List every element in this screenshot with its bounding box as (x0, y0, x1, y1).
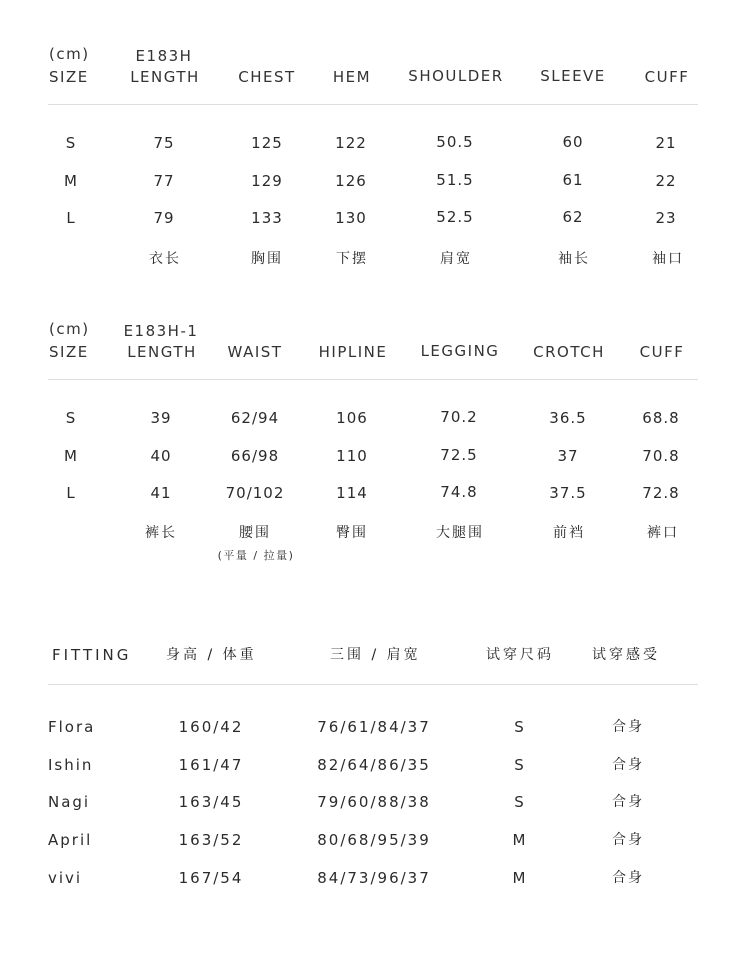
fitting-model-name: vivi (48, 869, 83, 887)
bottom-model-code: E183H-1 (123, 322, 199, 340)
top-cell: 60 (562, 133, 584, 151)
fitting-size: M (512, 869, 528, 887)
bottom-cell: 68.8 (642, 409, 680, 427)
fitting-height-weight: 161/47 (178, 756, 244, 774)
fitting-feel: 合身 (612, 870, 644, 886)
top-model-code: E183H (135, 47, 193, 65)
top-cell: 51.5 (436, 171, 474, 189)
top-cell: 21 (655, 134, 677, 152)
top-cn-label-hem: 下摆 (336, 251, 368, 267)
top-size-header: SIZE (49, 68, 89, 86)
top-cell: 22 (655, 172, 677, 190)
bottom-cell: 70.2 (440, 408, 478, 426)
bottom-cn-label-cuff: 裤口 (647, 525, 679, 541)
bottom-cn-label-legging: 大腿围 (436, 525, 484, 541)
top-cell: 79 (153, 209, 175, 227)
top-cell: 61 (562, 171, 584, 189)
fitting-feel: 合身 (612, 719, 644, 735)
bottom-cell: 37 (557, 447, 579, 465)
bottom-unit-label: (cm) (49, 320, 90, 338)
bottom-cell: 114 (336, 484, 368, 502)
top-cell: 122 (335, 134, 367, 152)
fitting-model-name: Ishin (48, 756, 94, 774)
fitting-measurements: 80/68/95/39 (317, 831, 431, 849)
fitting-height-weight: 167/54 (178, 869, 244, 887)
top-cell: 23 (655, 209, 677, 227)
bottom-header-divider (48, 379, 698, 380)
fitting-col-name: FITTING (52, 646, 132, 664)
top-cell: 75 (153, 134, 175, 152)
bottom-cn-label-length: 裤长 (145, 525, 177, 541)
top-cn-label-cuff: 袖口 (652, 251, 684, 267)
fitting-measurements: 79/60/88/38 (317, 793, 431, 811)
top-col-hem: HEM (332, 68, 372, 86)
top-col-length: LENGTH (130, 68, 200, 86)
bottom-col-legging: LEGGING (420, 342, 500, 360)
top-row-size: M (64, 172, 78, 190)
fitting-measurements: 84/73/96/37 (317, 869, 431, 887)
top-cn-label-sleeve: 袖长 (558, 251, 590, 267)
bottom-cell: 72.8 (642, 484, 680, 502)
fitting-height-weight: 163/45 (178, 793, 244, 811)
bottom-cn-label-crotch: 前裆 (553, 525, 585, 541)
bottom-row-size: S (65, 409, 77, 427)
bottom-cn-label-waist: 腰围 (239, 525, 271, 541)
top-cell: 50.5 (436, 133, 474, 151)
fitting-size: S (514, 756, 526, 774)
top-unit-label: (cm) (49, 45, 90, 63)
bottom-col-waist: WAIST (227, 343, 283, 361)
top-cn-label-length: 衣长 (149, 251, 181, 267)
bottom-col-hipline: HIPLINE (318, 343, 388, 361)
fitting-col-height-weight: 身高 / 体重 (166, 647, 257, 663)
bottom-cell: 74.8 (440, 483, 478, 501)
top-cell: 125 (251, 134, 283, 152)
top-cell: 130 (335, 209, 367, 227)
bottom-cell: 40 (150, 447, 172, 465)
bottom-cell: 37.5 (549, 484, 587, 502)
top-cell: 52.5 (436, 208, 474, 226)
top-col-sleeve: SLEEVE (540, 67, 606, 85)
bottom-cell: 106 (336, 409, 368, 427)
bottom-cell: 39 (150, 409, 172, 427)
bottom-cell: 36.5 (549, 409, 587, 427)
top-cell: 77 (153, 172, 175, 190)
fitting-measurements: 76/61/84/37 (317, 718, 431, 736)
fitting-size: M (512, 831, 528, 849)
fitting-feel: 合身 (612, 794, 644, 810)
bottom-row-size: M (64, 447, 78, 465)
bottom-col-crotch: CROTCH (533, 343, 605, 361)
top-cn-label-shoulder: 肩宽 (440, 251, 472, 267)
top-cn-label-chest: 胸围 (251, 251, 283, 267)
top-cell: 62 (562, 208, 584, 226)
top-col-cuff: CUFF (644, 68, 690, 86)
bottom-cell: 110 (336, 447, 368, 465)
fitting-header-divider (48, 684, 698, 685)
fitting-feel: 合身 (612, 757, 644, 773)
bottom-cell: 72.5 (440, 446, 478, 464)
fitting-measurements: 82/64/86/35 (317, 756, 431, 774)
top-col-shoulder: SHOULDER (408, 67, 504, 85)
fitting-size: S (514, 793, 526, 811)
top-cell: 129 (251, 172, 283, 190)
bottom-col-length: LENGTH (127, 343, 197, 361)
bottom-row-size: L (66, 484, 76, 502)
top-col-chest: CHEST (238, 68, 296, 86)
top-cell: 126 (335, 172, 367, 190)
fitting-col-size: 试穿尺码 (486, 647, 554, 663)
top-header-divider (48, 104, 698, 105)
bottom-cell: 70.8 (642, 447, 680, 465)
fitting-feel: 合身 (612, 832, 644, 848)
top-row-size: S (65, 134, 77, 152)
fitting-col-measurements: 三围 / 肩宽 (330, 647, 421, 663)
top-row-size: L (66, 209, 76, 227)
fitting-height-weight: 163/52 (178, 831, 244, 849)
bottom-cell: 41 (150, 484, 172, 502)
fitting-size: S (514, 718, 526, 736)
bottom-cell: 70/102 (225, 484, 285, 502)
top-cell: 133 (251, 209, 283, 227)
bottom-cn-label-hipline: 臀围 (336, 525, 368, 541)
fitting-model-name: April (48, 831, 93, 849)
fitting-col-feel: 试穿感受 (592, 647, 660, 663)
bottom-size-header: SIZE (49, 343, 89, 361)
fitting-height-weight: 160/42 (178, 718, 244, 736)
bottom-cell: 62/94 (230, 409, 280, 427)
waist-measure-note: (平量 / 拉量) (217, 549, 295, 562)
bottom-cell: 66/98 (230, 447, 280, 465)
fitting-model-name: Nagi (48, 793, 91, 811)
fitting-model-name: Flora (48, 718, 96, 736)
bottom-col-cuff: CUFF (639, 343, 685, 361)
